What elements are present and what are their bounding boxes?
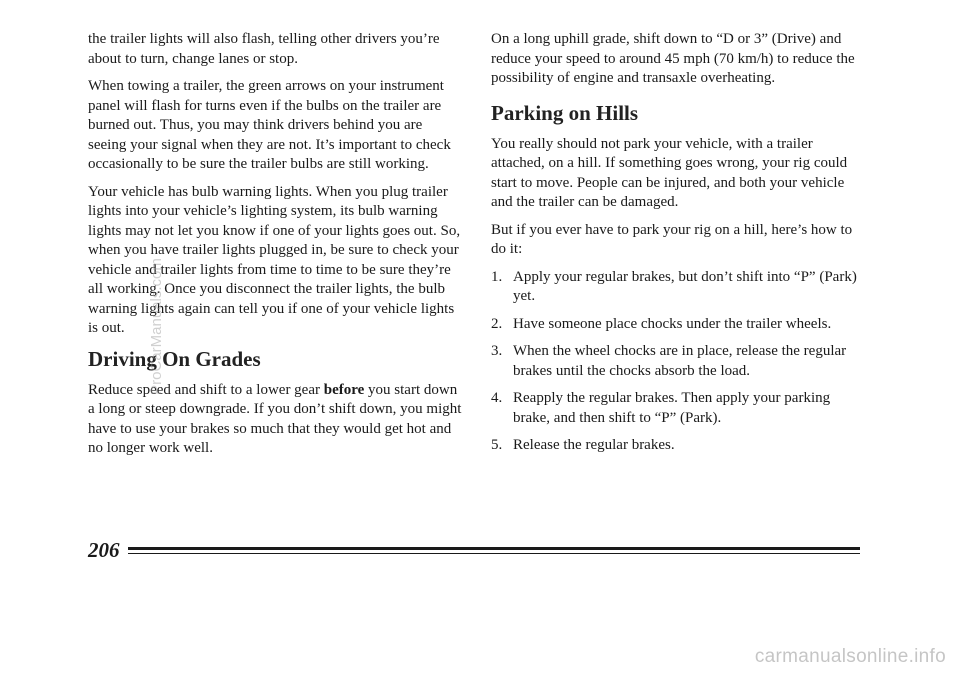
list-item bbox=[491, 268, 861, 307]
step-number: 3. bbox=[491, 343, 503, 359]
step-number: 5. bbox=[491, 437, 503, 453]
step-text: Apply your regular brakes, but don’t shift into “P” (Park) yet. bbox=[513, 268, 857, 304]
paragraph-uphill-grade: On a long uphill grade, shift down to “D or 3” (Drive) and reduce your speed to around 45 mph (70 km/h) to reduce the possibility of engine and transaxle overheating. bbox=[491, 31, 855, 86]
heading-parking-on-hills: Parking on Hills bbox=[491, 100, 639, 125]
step-text: Release the regular brakes. bbox=[513, 437, 675, 453]
reduce-speed-text-end: you start down a long or steep downgrade. If you don’t shift down, you might have to use your brakes so much that they would get hot and no longer work well. bbox=[88, 381, 462, 456]
list-item bbox=[491, 315, 861, 335]
list-item bbox=[491, 436, 861, 456]
reduce-speed-text-start: Reduce speed and shift to a lower gear bbox=[88, 381, 324, 398]
paragraph-bulb-warning-lights: Your vehicle has bulb warning lights. When you plug trailer lights into your vehicle’s lighting system, its bulb warning lights may not let you know if one of your lights goes out. So, when you have trailer lights plugged in, be sure to check your vehicle and trailer lights from time to time to be sure they’re all working. Once you disconnect the trailer lights, the bulb warning lights again can tell you if one of your vehicle lights is out. bbox=[88, 183, 461, 336]
corner-watermark: carmanualsonline.info bbox=[754, 646, 946, 667]
list-item bbox=[491, 389, 861, 428]
step-text: When the wheel chocks are in place, release the regular brakes until the chocks absorb the load. bbox=[513, 343, 847, 379]
left-column bbox=[88, 30, 464, 467]
paragraph-how-to: But if you ever have to park your rig on a hill, here’s how to do it: bbox=[491, 221, 853, 257]
side-watermark bbox=[96, 258, 165, 395]
step-number: 4. bbox=[491, 390, 503, 406]
step-text: Have someone place chocks under the trailer wheels. bbox=[513, 315, 832, 332]
footer-rule-thick bbox=[128, 547, 861, 550]
paragraph-do-not-park: You really should not park your vehicle, with a trailer attached, on a hill. If something goes wrong, your rig could start to move. People can be injured, and both your vehicle and the trailer can be damaged. bbox=[491, 135, 848, 210]
heading-driving-on-grades: Driving On Grades bbox=[88, 346, 261, 371]
page-footer bbox=[88, 538, 860, 562]
step-number: 1. bbox=[491, 268, 503, 285]
paragraph-reduce-speed bbox=[88, 381, 464, 459]
footer-rule-thin bbox=[128, 553, 861, 554]
footer-rule bbox=[128, 547, 861, 554]
page-number: 206 bbox=[88, 537, 120, 562]
paragraph-trailer-lights-flash: the trailer lights will also flash, telling other drivers you’re about to turn, change lanes or stop. bbox=[88, 31, 440, 67]
side-watermark-text: ProCarManuals.com bbox=[147, 258, 165, 395]
right-column bbox=[491, 30, 861, 464]
step-number: 2. bbox=[491, 315, 503, 332]
list-item bbox=[491, 342, 861, 381]
step-text: Reapply the regular brakes. Then apply your parking brake, and then shift to “P” (Park). bbox=[513, 390, 831, 426]
paragraph-green-arrows: When towing a trailer, the green arrows on your instrument panel will flash for turns even if the bulbs on the trailer are burned out. Thus, you may think drivers behind you are seeing your signal when they are not. It’s important to check occasionally to be sure the trailer bulbs are still working. bbox=[88, 78, 451, 172]
emphasis-before: before bbox=[323, 381, 365, 398]
parking-steps-list bbox=[491, 268, 861, 456]
